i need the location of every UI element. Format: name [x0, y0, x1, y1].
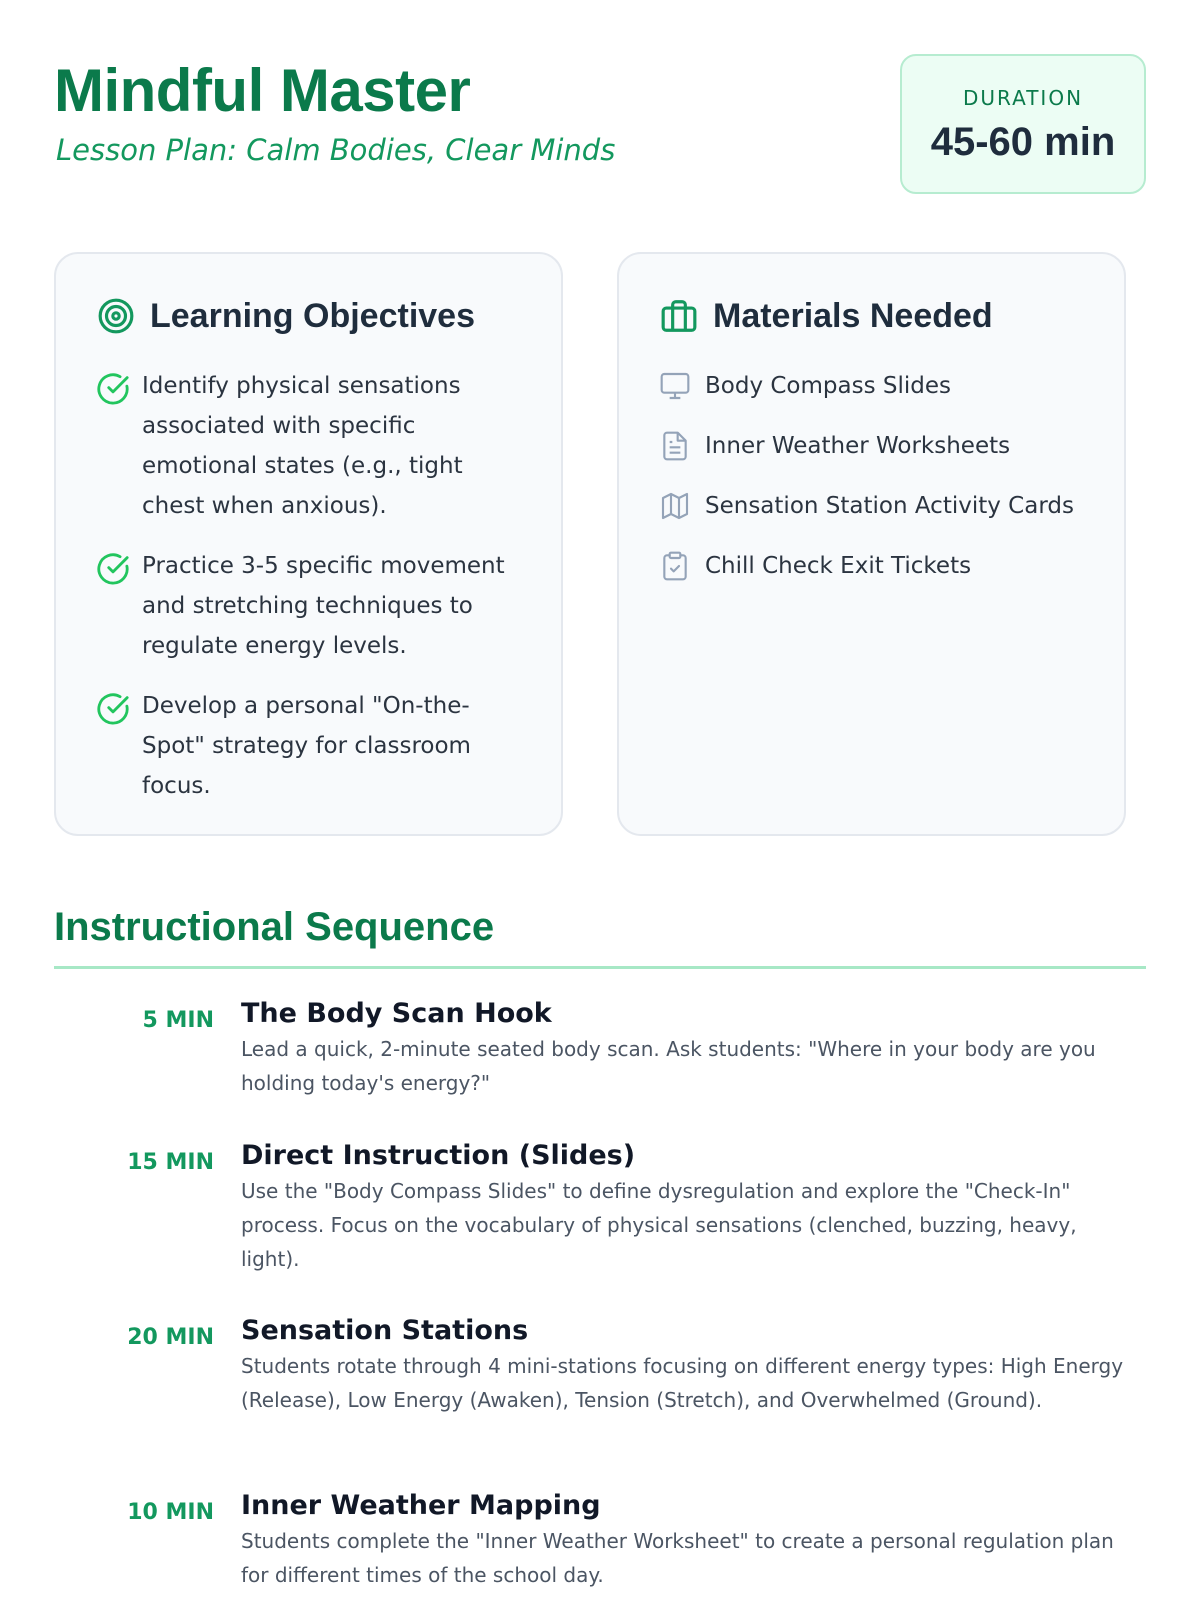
objective-text: Develop a personal "On-the-Spot" strategy for classroom focus.: [142, 693, 471, 799]
step-duration: 20 MIN: [127, 1325, 214, 1350]
monitor-icon: [659, 370, 691, 402]
duration-badge: [900, 54, 1146, 194]
step-description: Students rotate through 4 mini-stations focusing on different energy types: High Energy (Release), Low Energy (Awaken), Tension (Stretch), and Overwhelmed (Ground).: [241, 1354, 1124, 1412]
step-title: Inner Weather Mapping: [241, 1490, 601, 1521]
material-label: Body Compass Slides: [705, 373, 951, 399]
sequence-step: [54, 1488, 1146, 1598]
learning-objectives-card: [54, 252, 563, 836]
step-title: Sensation Stations: [241, 1315, 529, 1346]
objectives-title: Learning Objectives: [150, 296, 475, 335]
step-duration: 15 MIN: [127, 1150, 214, 1175]
clipboard-check-icon: [659, 550, 691, 582]
sequence-title: Instructional Sequence: [54, 905, 495, 949]
step-body: [241, 1138, 1141, 1276]
material-item: [659, 426, 1099, 466]
step-body: [241, 1488, 1141, 1592]
sequence-step: [54, 996, 1146, 1138]
map-icon: [659, 490, 691, 522]
step-title: Direct Instruction (Slides): [241, 1140, 636, 1171]
step-description: Use the "Body Compass Slides" to define dysregulation and explore the "Check-In" process. Focus on the vocabulary of physical sensations (clenched, buzzing, heavy, light).: [241, 1179, 1077, 1271]
step-body: [241, 1313, 1141, 1417]
material-label: Inner Weather Worksheets: [705, 433, 1011, 459]
lesson-plan-page: [54, 0, 1146, 1600]
material-label: Sensation Station Activity Cards: [705, 493, 1074, 519]
step-duration: 10 MIN: [127, 1500, 214, 1525]
document-icon: [659, 430, 691, 462]
target-icon: [96, 296, 136, 336]
materials-list: [659, 366, 1099, 606]
objective-text: Practice 3-5 specific movement and stretching techniques to regulate energy levels.: [142, 553, 505, 659]
material-label: Chill Check Exit Tickets: [705, 553, 972, 579]
material-item: [659, 546, 1099, 586]
step-duration: 5 MIN: [142, 1008, 214, 1033]
check-circle-icon: [96, 552, 130, 586]
page-subtitle: Lesson Plan: Calm Bodies, Clear Minds: [56, 133, 616, 167]
step-body: [241, 996, 1141, 1100]
briefcase-icon: [659, 296, 699, 336]
check-circle-icon: [96, 692, 130, 726]
duration-value: 45-60 min: [930, 120, 1116, 164]
page-title: Mindful Master: [54, 57, 471, 124]
objectives-list: [96, 366, 516, 826]
material-item: [659, 366, 1099, 406]
sequence-step: [54, 1313, 1146, 1488]
objective-item: [96, 366, 516, 526]
materials-title: Materials Needed: [713, 296, 993, 335]
step-description: Students complete the "Inner Weather Worksheet" to create a personal regulation plan for different times of the school day.: [241, 1529, 1114, 1587]
materials-header: [659, 294, 993, 338]
check-circle-icon: [96, 372, 130, 406]
duration-label: DURATION: [962, 86, 1084, 110]
step-description: Lead a quick, 2-minute seated body scan. Ask students: "Where in your body are you holding today's energy?": [241, 1037, 1096, 1095]
objectives-header: [96, 294, 475, 338]
objective-text: Identify physical sensations associated with specific emotional states (e.g., tight chest when anxious).: [142, 373, 463, 519]
material-item: [659, 486, 1099, 526]
objective-item: [96, 546, 516, 666]
section-divider: [54, 966, 1146, 969]
sequence-step: [54, 1138, 1146, 1313]
step-title: The Body Scan Hook: [241, 998, 552, 1029]
sequence-list: [54, 996, 1146, 1598]
objective-item: [96, 686, 516, 806]
materials-needed-card: [617, 252, 1126, 836]
page-header: [54, 0, 1146, 210]
